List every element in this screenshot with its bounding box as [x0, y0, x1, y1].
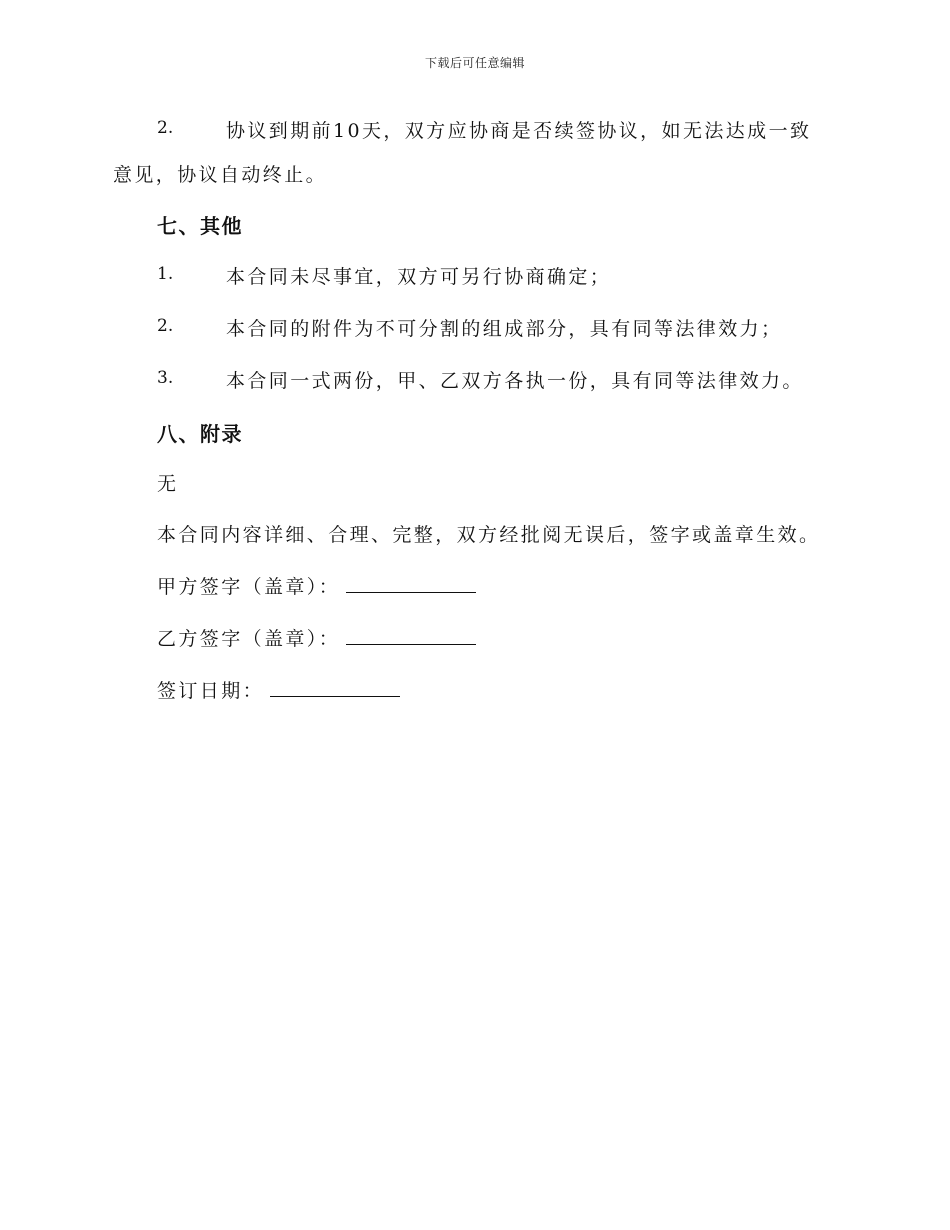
list-item: 本合同未尽事宜，双方可另行协商确定； [226, 266, 612, 288]
date-line [270, 678, 400, 697]
party-b-signature-line [346, 626, 476, 645]
item-number: 1. [157, 264, 174, 284]
party-b-signature [157, 624, 476, 651]
closing-statement: 本合同内容详细、合理、完整，双方经批阅无误后，签字或盖章生效。 [157, 524, 821, 546]
paragraph-line: 协议到期前10天，双方应协商是否续签协议，如无法达成一致 [226, 120, 812, 142]
item-number: 3. [157, 368, 174, 388]
list-item: 本合同的附件为不可分割的组成部分，具有同等法律效力； [226, 318, 783, 340]
page-header: 下载后可任意编辑 [424, 56, 525, 70]
section-heading: 七、其他 [157, 214, 243, 238]
appendix-content: 无 [157, 473, 179, 495]
date-label: 签订日期： [157, 680, 265, 702]
section-heading: 八、附录 [157, 422, 243, 446]
item-number: 2. [157, 118, 174, 138]
party-a-signature [157, 572, 476, 599]
party-a-label: 甲方签字（盖章）： [157, 576, 341, 598]
list-item: 本合同一式两份，甲、乙双方各执一份，具有同等法律效力。 [226, 370, 804, 392]
paragraph-line: 意见，协议自动终止。 [113, 164, 328, 186]
signing-date [157, 676, 400, 703]
party-a-signature-line [346, 574, 476, 593]
item-number: 2. [157, 316, 174, 336]
party-b-label: 乙方签字（盖章）： [157, 628, 341, 650]
